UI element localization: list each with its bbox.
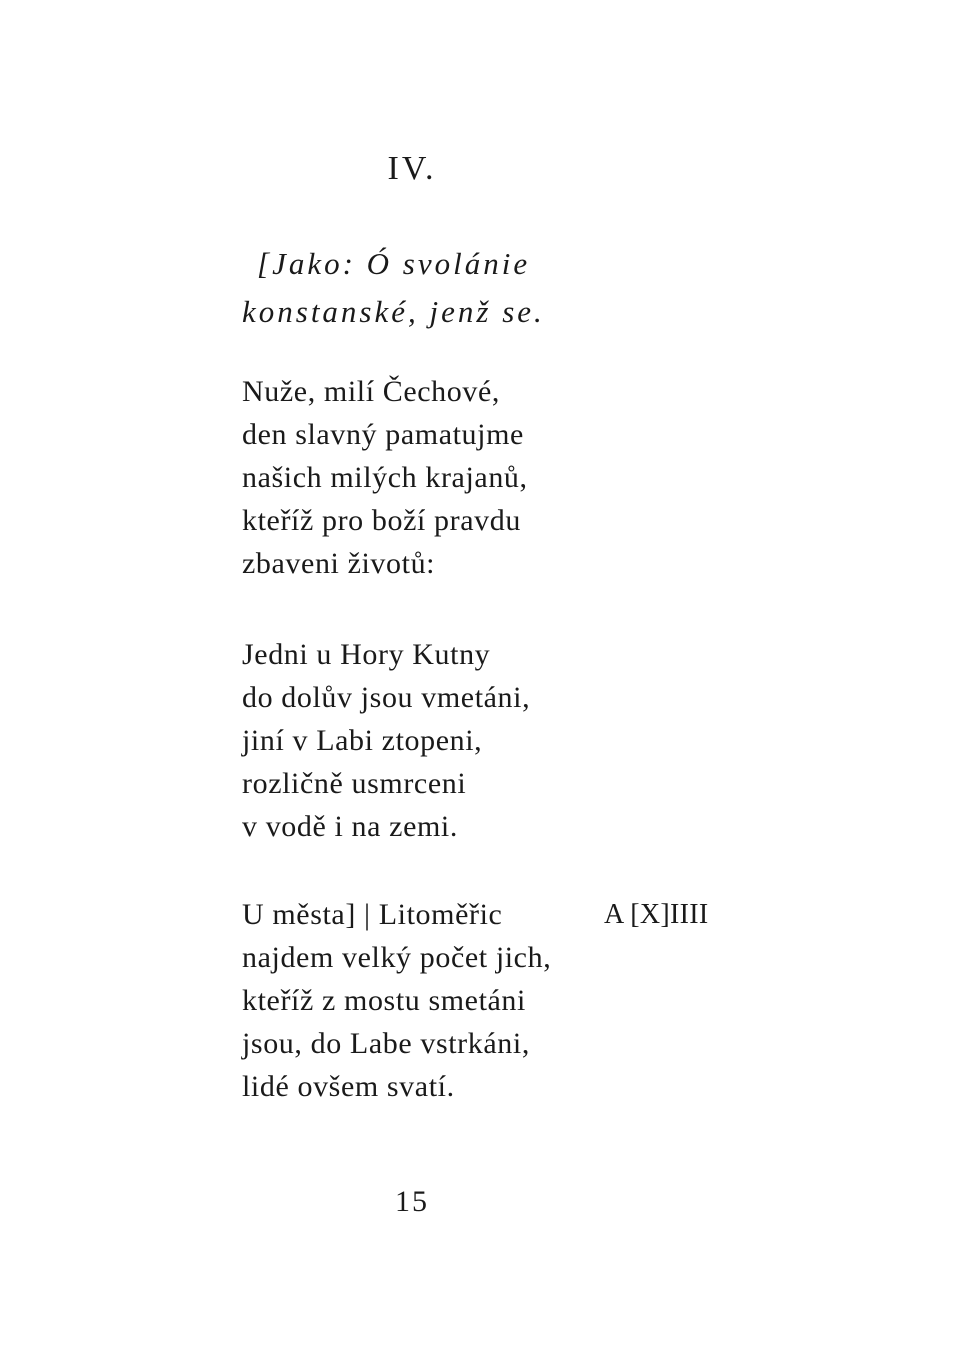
verse-line: lidé ovšem svatí. [242,1070,455,1103]
verse-line: den slavný pamatujme [242,418,524,451]
verse-line: jsou, do Labe vstrkáni, [242,1027,530,1060]
verse-line: zbaveni životů: [242,547,436,580]
verse-line: rozličně usmrceni [242,767,467,800]
verse-line: jiní v Labi ztopeni, [242,724,483,757]
verse-line: Nuže, milí Čechové, [242,375,500,408]
verse-line: U města] | Litoměřic [242,898,503,931]
verse-line: našich milých krajanů, [242,461,528,494]
verse-line: najdem velký počet jich, [242,941,552,974]
verse-line: kteříž pro boží pravdu [242,504,521,537]
stanza-2 [242,633,842,848]
verse-line: v vodě i na zemi. [242,810,458,843]
stanza-1 [242,370,842,585]
tune-heading-line-1: [Jako: Ó svolánie [257,246,531,281]
stanza-3 [242,893,842,1108]
section-number: IV. [387,150,437,187]
verse-line: do dolův jsou vmetáni, [242,681,531,714]
margin-note: A [X]IIII [604,899,709,930]
page-number: 15 [395,1185,429,1218]
tune-heading-line-2: konstanské, jenž se. [242,294,545,329]
verse-line: Jedni u Hory Kutny [242,638,491,671]
tune-heading [242,240,802,336]
verse-line: kteříž z mostu smetáni [242,984,526,1017]
